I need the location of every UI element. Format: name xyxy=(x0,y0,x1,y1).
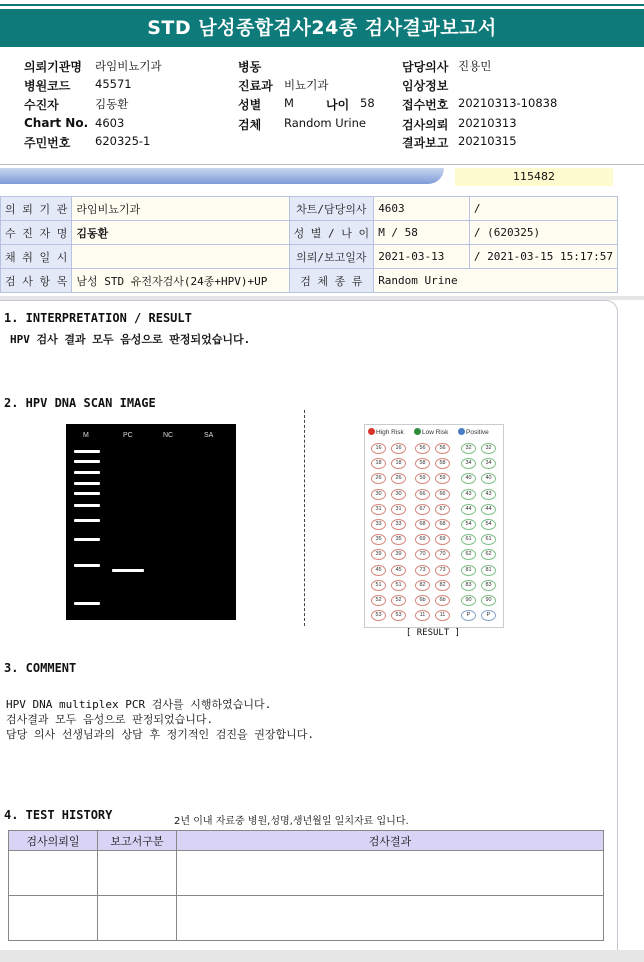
hpv-type-cell: 66 xyxy=(435,489,450,500)
ladder-band xyxy=(74,564,100,567)
result-caption: [ RESULT ] xyxy=(405,628,461,638)
hpv-type-cell: P xyxy=(461,610,476,621)
hpv-type-cell: 53 xyxy=(371,610,386,621)
legend-high-risk: High Risk xyxy=(368,428,404,436)
hpv-type-cell: 83 xyxy=(481,580,496,591)
hpv-type-cell: 30 xyxy=(391,489,406,500)
hpv-type-cell: 67 xyxy=(415,504,430,515)
section1-title: 1. INTERPRETATION / RESULT xyxy=(4,311,192,325)
hpv-type-cell: 35 xyxy=(371,534,386,545)
history-header: 검사의뢰일 xyxy=(9,831,98,851)
hpv-type-cell: 69 xyxy=(435,534,450,545)
ladder-band xyxy=(74,471,100,474)
hpv-type-cell: 58 xyxy=(435,458,450,469)
legend-low-risk: Low Risk xyxy=(414,428,448,436)
info-value: / (620325) xyxy=(469,221,617,245)
info-value: 라임비뇨기과 xyxy=(72,197,289,221)
hpv-type-cell: 70 xyxy=(435,549,450,560)
ladder-band xyxy=(74,450,100,453)
hpv-type-cell: 16 xyxy=(371,443,386,454)
info-label: 의뢰/보고일자 xyxy=(289,245,374,269)
report-date-value: 20210315 xyxy=(458,134,517,148)
info-row xyxy=(1,245,618,269)
gel-lane-label: NC xyxy=(163,432,174,439)
request-date-label: 검사의뢰 xyxy=(402,118,449,132)
hpv-type-cell: 51 xyxy=(391,580,406,591)
hpv-type-cell: 40 xyxy=(461,473,476,484)
hpv-type-cell: 68 xyxy=(415,519,430,530)
hpv-type-cell: 54 xyxy=(461,519,476,530)
sex-value: M xyxy=(284,96,294,110)
info-value: 김동환 xyxy=(72,221,289,245)
info-label: 검 사 항 목 xyxy=(1,269,72,293)
info-value: 2021-03-13 xyxy=(374,245,470,269)
history-header: 검사결과 xyxy=(177,831,604,851)
hpv-type-cell: 59 xyxy=(415,473,430,484)
info-row xyxy=(1,221,618,245)
receipt-no-value: 20210313-10838 xyxy=(458,96,558,110)
hospital-code-value: 45571 xyxy=(95,77,132,91)
hpv-type-cell: 30 xyxy=(371,489,386,500)
receipt-no-label: 접수번호 xyxy=(402,98,449,112)
specimen-label: 검체 xyxy=(238,118,262,132)
hpv-type-cell: 11 xyxy=(435,610,450,621)
table-row xyxy=(9,896,604,941)
legend-positive: Positive xyxy=(458,428,489,436)
info-value: / 2021-03-15 15:17:57 xyxy=(469,245,617,269)
age-value: 58 xyxy=(360,96,375,110)
info-row xyxy=(1,197,618,221)
hpv-type-cell: 34 xyxy=(461,458,476,469)
hpv-type-cell: 73 xyxy=(415,565,430,576)
hpv-type-cell: 90 xyxy=(461,595,476,606)
dept-value: 비뇨기과 xyxy=(284,78,329,92)
hpv-type-cell: 44 xyxy=(481,504,496,515)
hpv-type-cell: 82 xyxy=(435,580,450,591)
hpv-type-cell: 69 xyxy=(415,534,430,545)
info-value: 4603 xyxy=(374,197,470,221)
hpv-type-cell: 26 xyxy=(391,473,406,484)
report-number: 115482 xyxy=(455,168,613,186)
section2-title: 2. HPV DNA SCAN IMAGE xyxy=(4,396,156,410)
report-date-label: 결과보고 xyxy=(402,136,449,150)
image-divider xyxy=(304,410,305,626)
history-table xyxy=(8,830,604,941)
green-dot-icon xyxy=(414,428,421,435)
interpretation-text: HPV 검사 결과 모두 음성으로 판정되었습니다. xyxy=(10,333,251,346)
hpv-type-cell: 18 xyxy=(371,458,386,469)
hpv-type-cell: 53 xyxy=(391,610,406,621)
hpv-type-cell: 43 xyxy=(461,489,476,500)
hpv-type-cell: 82 xyxy=(415,580,430,591)
section3-title: 3. COMMENT xyxy=(4,661,77,675)
ladder-band xyxy=(74,482,100,485)
info-label: 채 취 일 시 xyxy=(1,245,72,269)
hpv-type-cell: 26 xyxy=(371,473,386,484)
hpv-type-cell: 51 xyxy=(371,580,386,591)
pc-band xyxy=(112,569,144,572)
hpv-type-cell: 61 xyxy=(461,534,476,545)
hpv-type-cell: 40 xyxy=(481,473,496,484)
hpv-type-cell: 81 xyxy=(481,565,496,576)
info-value: M / 58 xyxy=(374,221,470,245)
hpv-type-cell: 52 xyxy=(391,595,406,606)
ward-label: 병동 xyxy=(238,60,262,74)
hpv-type-cell: 45 xyxy=(371,565,386,576)
ladder-band xyxy=(74,519,100,522)
report-title: STD 남성종합검사24종 검사결과보고서 xyxy=(0,9,644,47)
hpv-type-cell: 31 xyxy=(391,504,406,515)
hpv-type-cell: 6b xyxy=(415,595,430,606)
info-value: Random Urine xyxy=(374,269,618,293)
ladder-band xyxy=(74,460,100,463)
comment-line: 검사결과 모두 음성으로 판정되었습니다. xyxy=(6,713,214,726)
hpv-type-cell: 67 xyxy=(435,504,450,515)
doctor-value: 진용민 xyxy=(458,59,492,73)
hpv-type-cell: 59 xyxy=(435,473,450,484)
table-row xyxy=(9,851,604,896)
patient-label: 수진자 xyxy=(24,98,59,112)
hpv-type-cell: 68 xyxy=(435,519,450,530)
ladder-band xyxy=(74,538,100,541)
hpv-type-cell: 56 xyxy=(415,443,430,454)
resident-no-value: 620325-1 xyxy=(95,134,151,148)
info-label: 수 진 자 명 xyxy=(1,221,72,245)
hpv-type-cell: 43 xyxy=(481,489,496,500)
hospital-name-label: 의뢰기관명 xyxy=(24,60,82,74)
patient-info-table xyxy=(0,196,618,293)
gel-lane-label: SA xyxy=(204,432,214,439)
info-value xyxy=(72,245,289,269)
gel-lane-label: PC xyxy=(123,432,133,439)
patient-value: 김동환 xyxy=(95,97,129,111)
blue-dot-icon xyxy=(458,428,465,435)
info-label: 차트/담당의사 xyxy=(289,197,374,221)
info-value: 남성 STD 유전자검사(24종+HPV)+UP xyxy=(72,269,289,293)
hpv-type-cell: 39 xyxy=(391,549,406,560)
hpv-type-cell: 18 xyxy=(391,458,406,469)
info-row xyxy=(1,269,618,293)
section4-title: 4. TEST HISTORY xyxy=(4,808,113,822)
chart-no-value: 4603 xyxy=(95,116,125,130)
hpv-type-cell: 66 xyxy=(415,489,430,500)
hpv-type-cell: 16 xyxy=(391,443,406,454)
chart-no-label: Chart No. xyxy=(24,116,89,130)
dept-label: 진료과 xyxy=(238,79,273,93)
resident-no-label: 주민번호 xyxy=(24,136,71,150)
hpv-type-cell: 39 xyxy=(371,549,386,560)
hpv-type-cell: 73 xyxy=(435,565,450,576)
hpv-type-cell: 62 xyxy=(461,549,476,560)
clinical-info-label: 임상정보 xyxy=(402,79,449,93)
hospital-name-value: 라임비뇨기과 xyxy=(95,59,162,73)
hpv-type-cell: 35 xyxy=(391,534,406,545)
hpv-type-cell: 61 xyxy=(481,534,496,545)
comment-line: HPV DNA multiplex PCR 검사를 시행하였습니다. xyxy=(6,698,272,711)
hpv-result-grid xyxy=(364,424,504,628)
hpv-type-cell: 11 xyxy=(415,610,430,621)
hpv-type-cell: 90 xyxy=(481,595,496,606)
specimen-value: Random Urine xyxy=(284,116,366,130)
hpv-type-cell: 32 xyxy=(481,443,496,454)
title-top-rule xyxy=(0,4,644,6)
info-value: / xyxy=(469,197,617,221)
hpv-type-cell: 33 xyxy=(391,519,406,530)
sex-label: 성별 xyxy=(238,98,262,112)
hpv-type-cell: 31 xyxy=(371,504,386,515)
hpv-type-cell: 44 xyxy=(461,504,476,515)
hpv-type-cell: 6b xyxy=(435,595,450,606)
hpv-type-cell: 70 xyxy=(415,549,430,560)
hpv-type-cell: 33 xyxy=(371,519,386,530)
hpv-type-cell: 81 xyxy=(461,565,476,576)
page-bottom-bar xyxy=(0,950,644,962)
ladder-band xyxy=(74,602,100,605)
hpv-type-cell: 32 xyxy=(461,443,476,454)
hpv-type-cell: P xyxy=(481,610,496,621)
hpv-type-cell: 62 xyxy=(481,549,496,560)
gel-image xyxy=(66,424,236,620)
hpv-type-cell: 54 xyxy=(481,519,496,530)
info-label: 의 뢰 기 관 xyxy=(1,197,72,221)
history-header: 보고서구분 xyxy=(98,831,177,851)
info-label: 성 별 / 나 이 xyxy=(289,221,374,245)
ladder-band xyxy=(74,504,100,507)
gel-lane-label: M xyxy=(83,432,89,439)
hpv-type-cell: 58 xyxy=(415,458,430,469)
hpv-type-cell: 52 xyxy=(371,595,386,606)
doctor-label: 담당의사 xyxy=(402,60,449,74)
hpv-type-cell: 45 xyxy=(391,565,406,576)
blue-banner xyxy=(0,168,444,184)
request-date-value: 20210313 xyxy=(458,116,517,130)
hpv-type-cell: 83 xyxy=(461,580,476,591)
age-label: 나이 xyxy=(326,98,350,112)
history-note: 2년 이내 자료중 병원,성명,생년월일 일치자료 입니다. xyxy=(174,816,409,827)
hpv-type-cell: 34 xyxy=(481,458,496,469)
header-divider xyxy=(0,164,644,165)
comment-line: 담당 의사 선생님과의 상담 후 정기적인 검진을 권장합니다. xyxy=(6,728,315,741)
red-dot-icon xyxy=(368,428,375,435)
hpv-type-cell: 56 xyxy=(435,443,450,454)
hospital-code-label: 병원코드 xyxy=(24,79,71,93)
ladder-band xyxy=(74,492,100,495)
info-label: 검 체 종 류 xyxy=(289,269,374,293)
